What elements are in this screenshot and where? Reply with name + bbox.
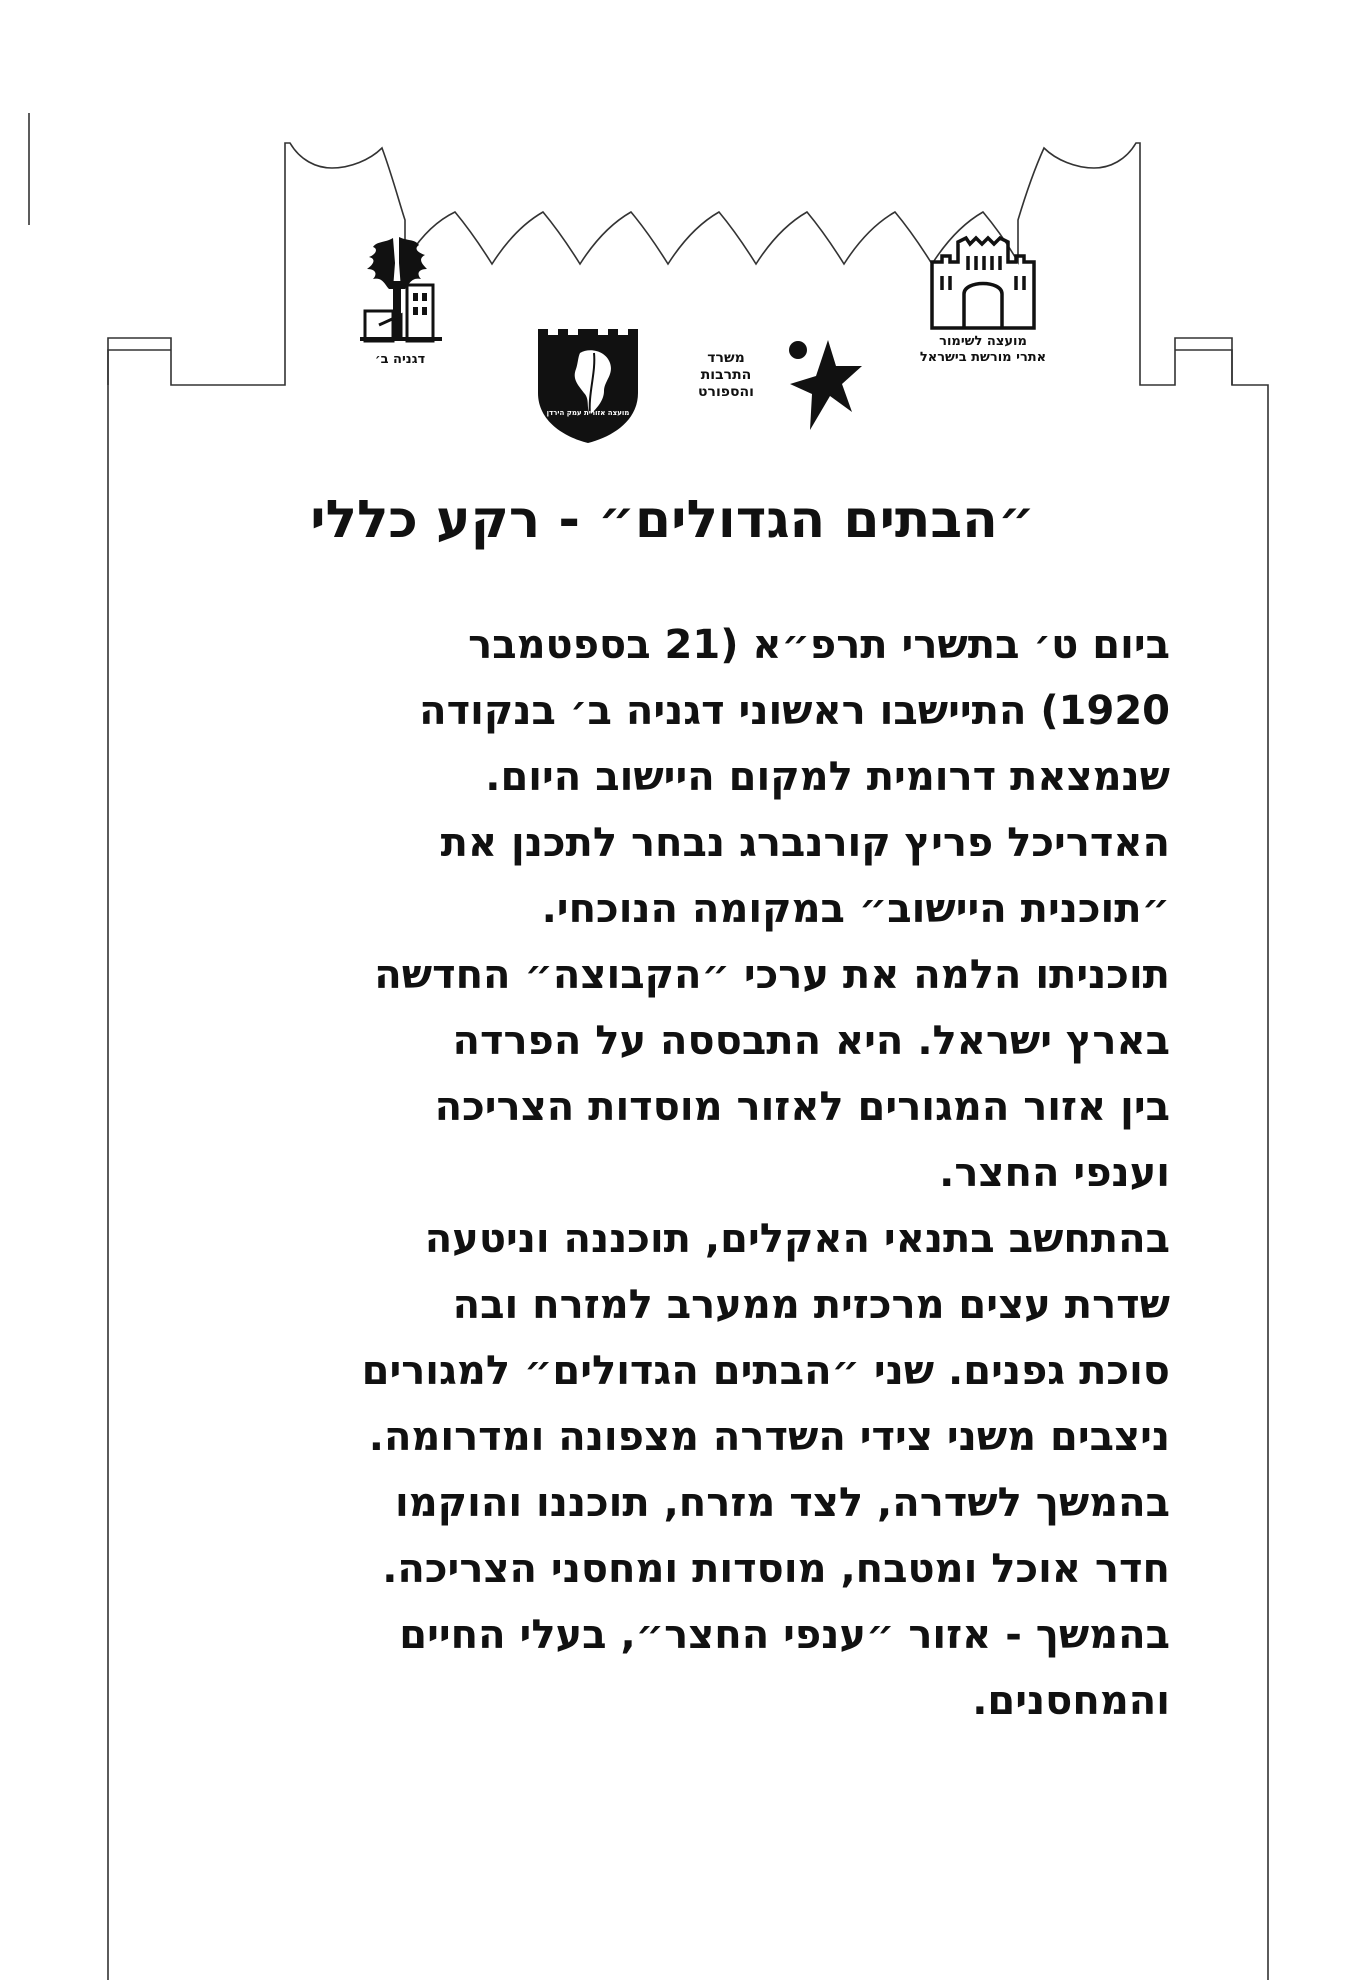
body-line: בארץ ישראל. היא התבססה על הפרדה: [452, 1018, 1170, 1064]
body-line: ביום ט׳ בתשרי תרפ״א (21 בספטמבר: [468, 622, 1170, 668]
body-line: והמחסנים.: [972, 1678, 1170, 1724]
regional-council-caption: מועצה אזורית עמק הירדן: [546, 409, 630, 417]
star-figure-icon: [776, 336, 866, 432]
ministry-line-1: משרד: [707, 350, 745, 366]
heritage-line-2: אתרי מורשת בישראל: [919, 350, 1047, 365]
shield-emblem-icon: [532, 323, 644, 445]
body-line: האדריכל פריץ קורנברג נבחר לתכנן את: [440, 820, 1170, 866]
body-line: וענפי החצר.: [939, 1150, 1170, 1196]
heritage-line-1: מועצה לשימור: [939, 334, 1027, 349]
ministry-line-3: והספורט: [698, 384, 754, 400]
body-line: בהתחשב בתנאי האקלים, תוכננה וניטעה: [424, 1216, 1170, 1262]
body-line: סוכת גפנים. שני ״הבתים הגדולים״ למגורים: [361, 1348, 1170, 1394]
body-text: [190, 612, 1170, 1734]
frame-step-right: [1175, 350, 1232, 385]
body-line: תוכניתו הלמה את ערכי ״הקבוצה״ החדשה: [374, 952, 1170, 998]
frame-step-left: [108, 350, 171, 385]
degania-caption: דגניה ב׳: [374, 352, 426, 367]
regional-council-logo: [532, 323, 644, 449]
body-line: ניצבים משני צידי השדרה מצפונה ומדרומה.: [368, 1414, 1170, 1460]
body-line: חדר אוכל ומטבח, מוסדות ומחסני הצריכה.: [382, 1546, 1170, 1592]
body-line: ״תוכנית היישוב״ במקומה הנוכחי.: [541, 886, 1170, 932]
page-title: ״הבתים הגדולים״ - רקע כללי: [310, 490, 1035, 550]
body-line: שנמצאת דרומית למקום היישוב היום.: [485, 754, 1170, 800]
castle-gate-icon: [928, 232, 1038, 330]
body-line: בהמשך לשדרה, לצד מזרח, תוכננו והוקמו: [395, 1480, 1170, 1526]
ministry-line-2: התרבות: [700, 367, 752, 383]
heritage-council-logo: [908, 232, 1058, 366]
body-line: שדרת עצים מרכזית ממערב למזרח ובה: [452, 1282, 1170, 1328]
body-line: בין אזור המגורים לאזור מוסדות הצריכה: [434, 1084, 1170, 1130]
palm-building-icon: [355, 233, 445, 348]
body-line: 1920) התיישבו ראשוני דגניה ב׳ בנקודה: [419, 688, 1170, 734]
body-line: בהמשך - אזור ״ענפי החצר״, בעלי החיים: [399, 1612, 1170, 1658]
ministry-logo: [676, 336, 866, 436]
degania-logo: [355, 233, 445, 368]
